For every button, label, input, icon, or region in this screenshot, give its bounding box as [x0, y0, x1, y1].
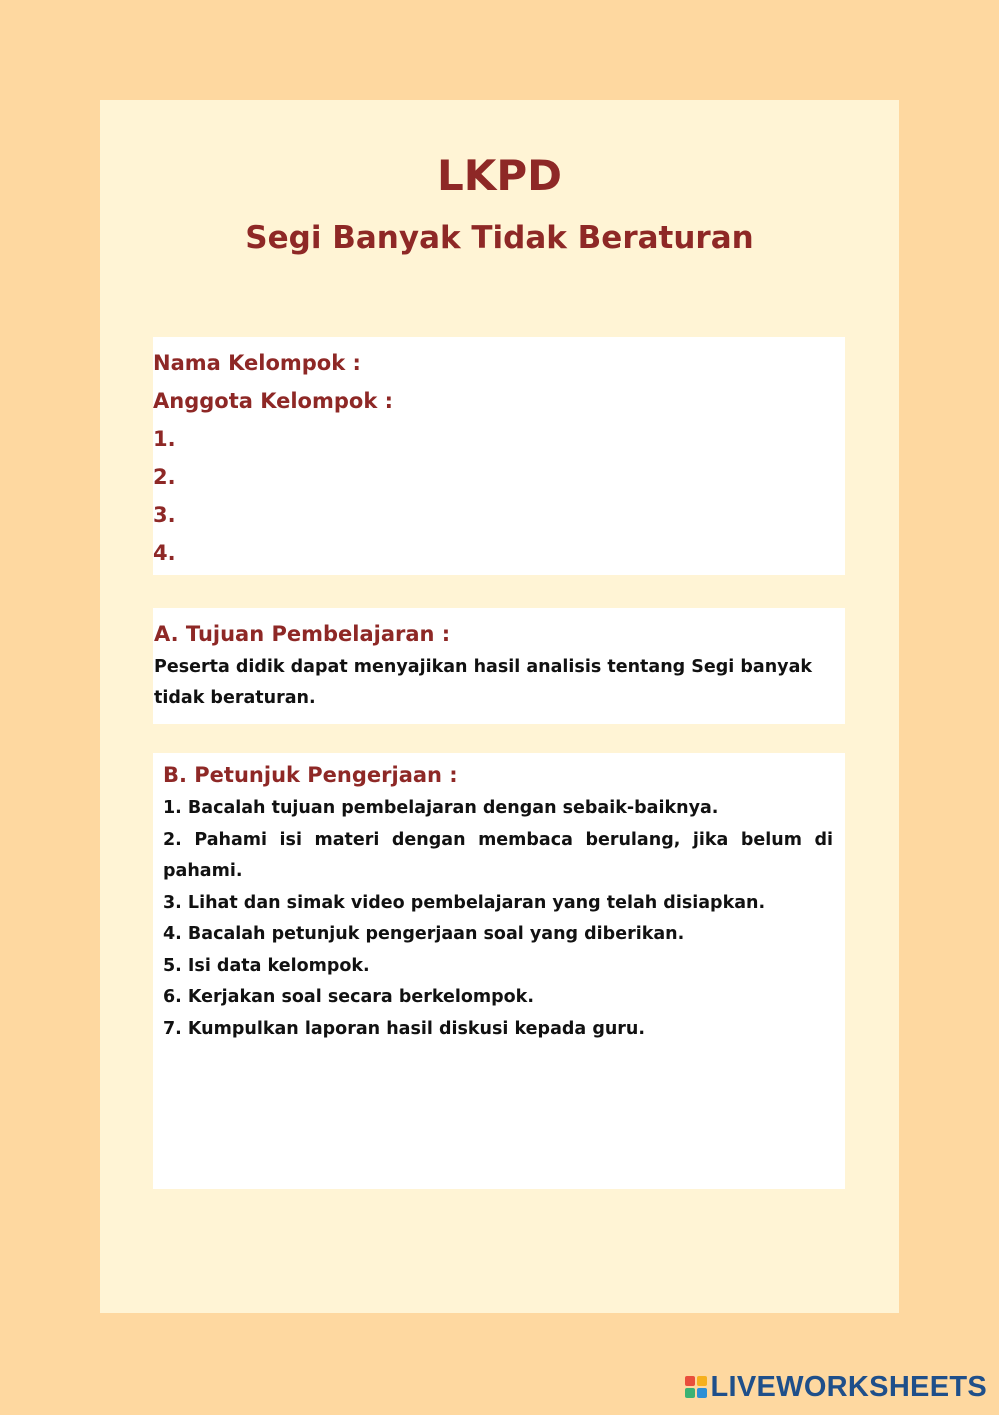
liveworksheets-icon [685, 1376, 707, 1398]
instructions-list [163, 793, 833, 1045]
instruction-item: 4. Bacalah petunjuk pengerjaan soal yang diberikan. [163, 924, 685, 944]
logo-text: LIVEWORKSHEETS [710, 1370, 987, 1403]
identity-list [153, 344, 393, 572]
instruction-item: 6. Kerjakan soal secara berkelompok. [163, 987, 534, 1007]
instruction-item: 3. Lihat dan simak video pembelajaran yang telah disiapkan. [163, 892, 766, 913]
learning-goal-box [153, 608, 845, 724]
identity-box [153, 337, 845, 575]
instruction-item: 1. Bacalah tujuan pembelajaran dengan sebaik-baiknya. [163, 798, 719, 818]
worksheet-page [100, 100, 899, 1313]
members-label: Anggota Kelompok : [153, 389, 394, 413]
instruction-item: 5. Isi data kelompok. [163, 955, 370, 976]
member-number-2: 2. [153, 465, 176, 489]
member-number-3: 3. [153, 503, 176, 527]
instruction-item: 7. Kumpulkan laporan hasil diskusi kepada guru. [163, 1018, 646, 1039]
member-number-1: 1. [153, 427, 176, 451]
page-subtitle: Segi Banyak Tidak Beraturan [245, 220, 754, 256]
learning-goal-text: Peserta didik dapat menyajikan hasil analisis tentang Segi banyak tidak beraturan. [154, 657, 813, 708]
learning-goal-heading: A. Tujuan Pembelajaran : [154, 622, 451, 646]
instruction-item: 2. Pahami isi materi dengan membaca berulang, jika belum di pahami. [163, 829, 833, 881]
group-name-label: Nama Kelompok : [153, 351, 361, 375]
liveworksheets-logo [685, 1367, 988, 1407]
page-title: LKPD [437, 151, 562, 200]
instructions-box [153, 753, 845, 1189]
member-number-4: 4. [153, 541, 176, 565]
instructions-heading: B. Petunjuk Pengerjaan : [163, 763, 458, 787]
